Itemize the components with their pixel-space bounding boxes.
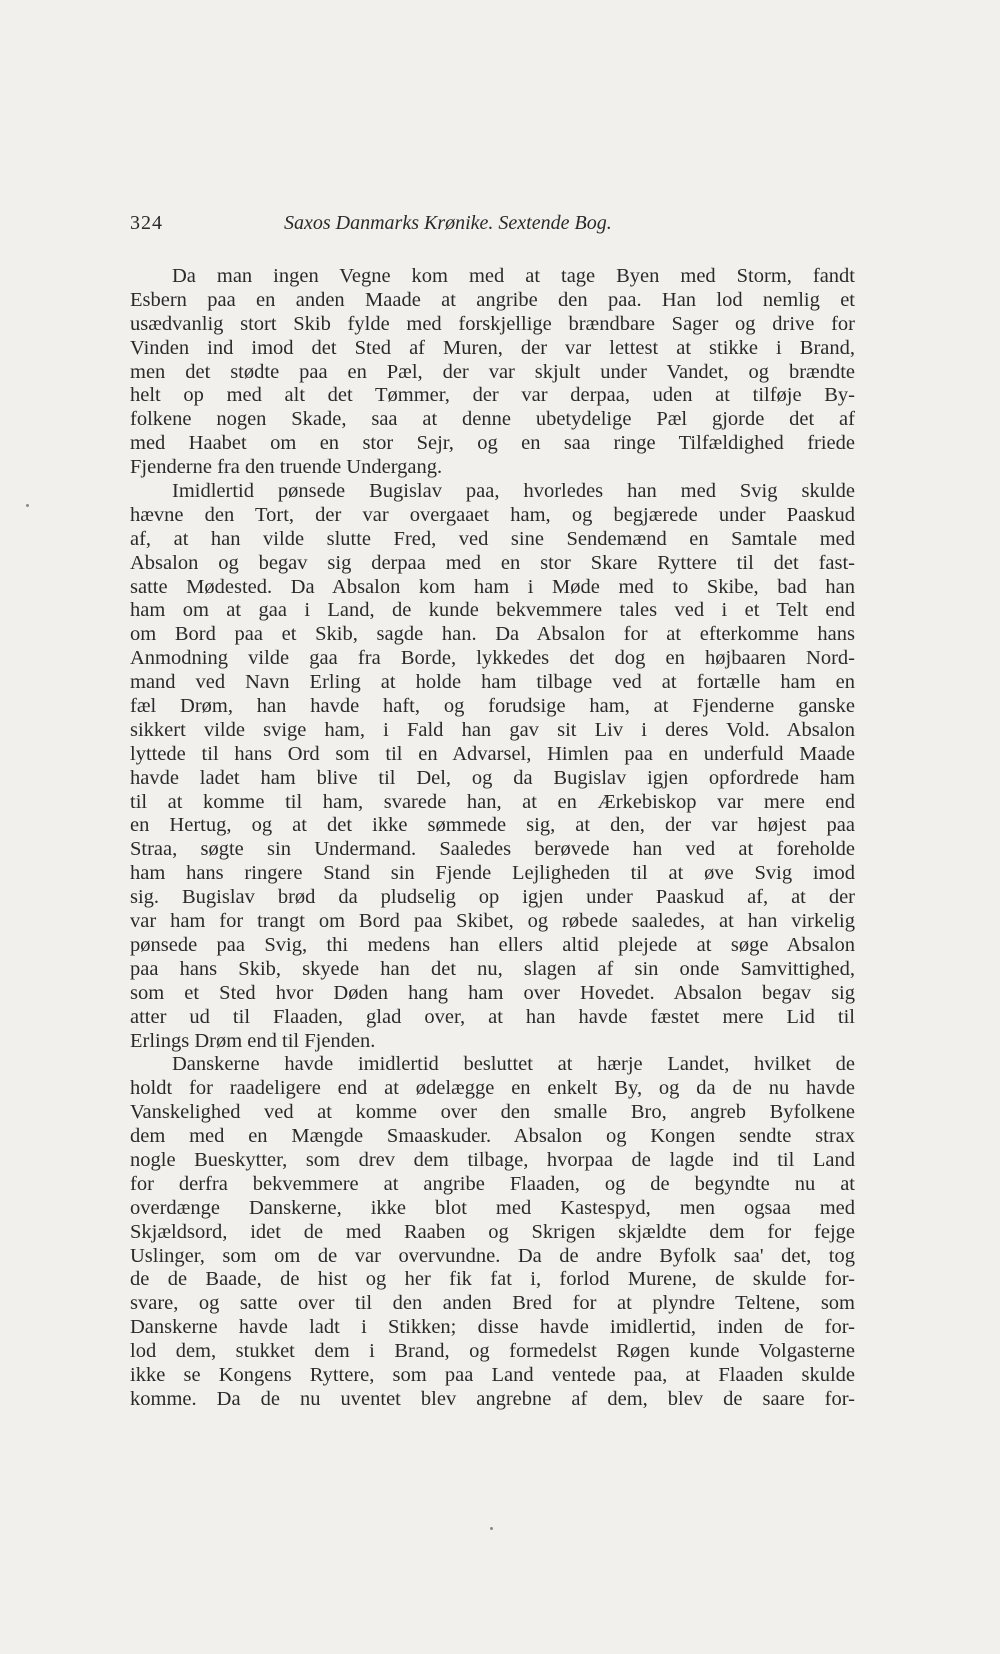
text-line: svare, og satte over til den anden Bred for at plyndre Teltene, som xyxy=(130,1292,855,1315)
text-line: nogle Bueskytter, som drev dem tilbage, hvorpaa de lagde ind til Land xyxy=(130,1148,855,1171)
text-line: Vanskelighed ved at komme over den smalle Bro, angreb Byfolkene xyxy=(130,1101,855,1124)
text-line: Da man ingen Vegne kom med at tage Byen med Storm, fandt xyxy=(172,265,855,287)
text-line: ham hans ringere Stand sin Fjende Lejligheden til at øve Svig imod xyxy=(130,862,855,885)
text-line: atter ud til Flaaden, glad over, at han havde fæstet mere Lid til xyxy=(130,1005,855,1028)
text-line: satte Mødested. Da Absalon kom ham i Møde med to Skibe, bad han xyxy=(130,575,855,598)
text-line: for derfra bekvemmere at angribe Flaaden, og de begyndte nu at xyxy=(130,1172,855,1195)
text-line: en Hertug, og at det ikke sømmede sig, at den, der var højest paa xyxy=(130,814,855,837)
text-line: sig. Bugislav brød da pludselig op igjen under Paaskud af, at der xyxy=(130,886,855,909)
text-line: fæl Drøm, han havde haft, og forudsige ham, at Fjenderne ganske xyxy=(130,695,855,718)
text-line: dem med en Mængde Smaaskuder. Absalon og Kongen sendte strax xyxy=(130,1125,855,1148)
text-line: ham om at gaa i Land, de kunde bekvemmere tales ved i et Telt end xyxy=(130,599,855,622)
text-line: havde ladet ham blive til Del, og da Bugislav igjen opfordrede ham xyxy=(130,766,855,789)
text-line: Esbern paa en anden Maade at angribe den paa. Han lod nemlig et xyxy=(130,288,855,311)
text-line: lod dem, stukket dem i Brand, og formedelst Røgen kunde Volgasterne xyxy=(130,1340,855,1363)
text-line: paa hans Skib, skyede han det nu, slagen af sin onde Samvittighed, xyxy=(130,957,855,980)
paper-speck xyxy=(490,1527,493,1530)
text-line: mand ved Navn Erling at holde ham tilbage ved at fortælle ham en xyxy=(130,671,855,694)
text-line: Straa, søgte sin Undermand. Saaledes berøvede han ved at foreholde xyxy=(130,838,855,861)
text-line: sikkert vilde svige ham, i Fald han gav sit Liv i deres Vold. Absalon xyxy=(130,718,855,741)
text-line: med Haabet om en stor Sejr, og en saa ringe Tilfældighed friede xyxy=(130,432,855,455)
text-line: lyttede til hans Ord som til en Advarsel, Himlen paa en underfuld Maade xyxy=(130,742,855,765)
text-line: pønsede paa Svig, thi medens han ellers altid plejede at søge Absalon xyxy=(130,933,855,956)
text-line: Vinden ind imod det Sted af Muren, der var lettest at stikke i Brand, xyxy=(130,336,855,359)
text-line: Danskerne havde ladt i Stikken; disse havde imidlertid, inden de for- xyxy=(130,1316,855,1339)
text-line: helt op med alt det Tømmer, der var derpaa, uden at tilføje By- xyxy=(130,384,855,407)
text-line: til at komme til ham, svarede han, at en Ærkebiskop var mere end xyxy=(130,790,855,813)
text-line: Skjældsord, idet de med Raaben og Skrigen skjældte dem for fejge xyxy=(130,1220,855,1243)
text-line: men det stødte paa en Pæl, der var skjult under Vandet, og brændte xyxy=(130,360,855,383)
text-line: Anmodning vilde gaa fra Borde, lykkedes det dog en højbaaren Nord- xyxy=(130,647,855,670)
text-line: Fjenderne fra den truende Undergang. xyxy=(130,456,443,479)
text-line: komme. Da de nu uventet blev angrebne af dem, blev de saare for- xyxy=(130,1387,855,1410)
body-text xyxy=(130,265,855,1412)
text-line: som et Sted hvor Døden hang ham over Hovedet. Absalon begav sig xyxy=(130,981,855,1004)
text-line: om Bord paa et Skib, sagde han. Da Absalon for at efterkomme hans xyxy=(130,623,855,646)
text-line: hævne den Tort, der var overgaaet ham, og begjærede under Paaskud xyxy=(130,503,855,526)
page-number: 324 xyxy=(130,212,163,234)
paper-speck xyxy=(26,504,29,507)
text-line: ikke se Kongens Ryttere, som paa Land ventede paa, at Flaaden skulde xyxy=(130,1363,855,1386)
text-line: Imidlertid pønsede Bugislav paa, hvorledes han med Svig skulde xyxy=(172,480,855,503)
text-line: overdænge Danskerne, ikke blot med Kastespyd, men ogsaa med xyxy=(130,1196,855,1219)
text-line: de de Baade, de hist og her fik fat i, forlod Murene, de skulde for- xyxy=(130,1268,855,1291)
text-line: folkene nogen Skade, saa at denne ubetydelige Pæl gjorde det af xyxy=(130,408,855,431)
text-line: Danskerne havde imidlertid besluttet at hærje Landet, hvilket de xyxy=(172,1053,855,1076)
text-line: holdt for raadeligere end at ødelægge en enkelt By, og da de nu havde xyxy=(130,1077,855,1100)
running-title: Saxos Danmarks Krønike. Sextende Bog. xyxy=(284,212,612,234)
page-header xyxy=(130,212,870,242)
text-line: Erlings Drøm end til Fjenden. xyxy=(130,1029,376,1052)
text-line: var ham for trangt om Bord paa Skibet, og røbede saaledes, at han virkelig xyxy=(130,910,855,933)
text-line: Absalon og begav sig derpaa med en stor Skare Ryttere til det fast- xyxy=(130,551,855,574)
text-line: Uslinger, som om de var overvundne. Da de andre Byfolk saa' det, tog xyxy=(130,1244,855,1267)
text-line: af, at han vilde slutte Fred, ved sine Sendemænd en Samtale med xyxy=(130,527,855,550)
text-line: usædvanlig stort Skib fylde med forskjellige brændbare Sager og drive for xyxy=(130,312,855,335)
